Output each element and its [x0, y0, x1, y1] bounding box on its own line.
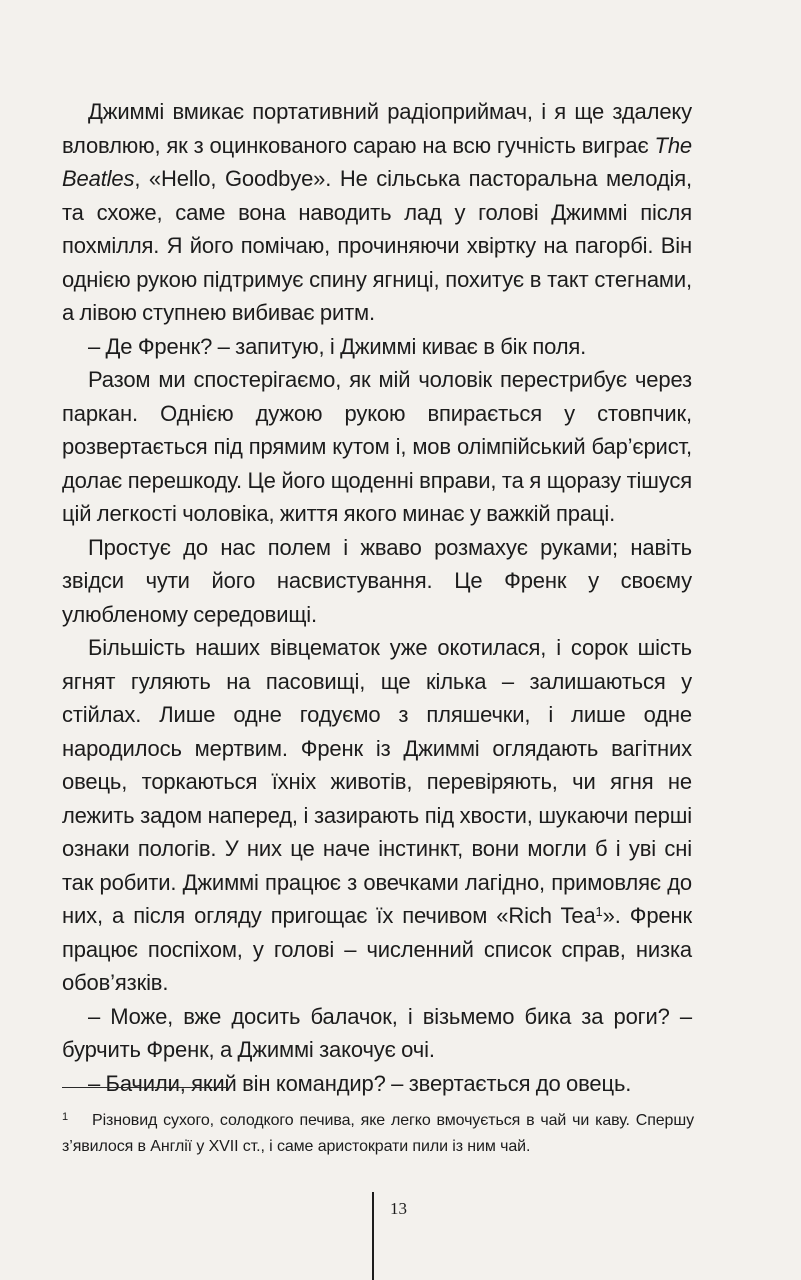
footnote-text: Різновид сухого, солодкого печива, яке легко вмочується в чай чи каву. Спершу з’явилося в Англії у XVII ст., і саме аристократи пили із ним чай. — [62, 1112, 694, 1155]
paragraph — [62, 531, 692, 632]
paragraph — [62, 1000, 692, 1067]
footnote-divider — [62, 1087, 228, 1088]
paragraph — [62, 1067, 692, 1101]
paragraph-text: , «Hello, Goodbye». Не сільська пасторальна мелодія, та схоже, саме вона наводить лад у голові Джиммі після похмілля. Я його помічаю, прочиняючи хвіртку на пагорбі. Він однією рукою підтримує спину ягниці, похитує в такт стегнами, а лівою ступнею вибиває ритм. — [62, 166, 692, 325]
paragraph-text: – Де Френк? – запитую, і Джиммі киває в бік поля. — [88, 333, 587, 359]
paragraph-text: – Бачили, який він командир? – звертається до овець. — [88, 1070, 632, 1096]
italic-text: The Beatles — [62, 132, 692, 191]
paragraph-text: Джиммі вмикає портативний радіоприймач, і я ще здалеку вловлюю, як з оцинкованого сараю на всю гучність виграє — [62, 99, 692, 158]
paragraph — [62, 330, 692, 364]
paragraph-text: Простує до нас полем і жваво розмахує руками; навіть звідси чути його насвистування. Це Френк у своєму улюбленому середовищі. — [62, 534, 692, 627]
body-text — [62, 95, 692, 1100]
footnote-reference: 1 — [595, 904, 603, 919]
footnote — [62, 1104, 694, 1160]
paragraph-text: Більшість наших вівцематок уже окотилася, і сорок шість ягнят гуляють на пасовищі, ще кілька – залишаються у стійлах. Лише одне годуємо з пляшечки, і лише одне народилось мертвим. Френк із Джиммі оглядають вагітних овець, торкаються їхніх животів, перевіряють, чи ягня не лежить задом наперед, і зазирають під хвости, шукаючи перші ознаки пологів. У них це наче інстинкт, вони могли б і уві сні так робити. Джиммі працює з овечками лагідно, примовляє до них, а після огляду пригощає їх печивом «Rich Tea — [62, 635, 692, 928]
paragraph-text: Разом ми спостерігаємо, як мій чоловік перестрибує через паркан. Однією дужою рукою впирається у стовпчик, розвертається під прямим кутом і, мов олімпійський бар’єрист, долає перешкоду. Це його щоденні вправи, та я щоразу тішуся цій легкості чоловіка, життя якого минає у важкій праці. — [62, 367, 692, 526]
paragraph — [62, 363, 692, 531]
paragraph-text: ». Френк працює поспіхом, у голові – численний список справ, низка обов’язків. — [62, 903, 692, 995]
paragraph — [62, 95, 692, 330]
page-number: 13 — [390, 1199, 407, 1218]
footnote-number: 1 — [62, 1111, 69, 1123]
paragraph-text: – Може, вже досить балачок, і візьмемо бика за роги? – бурчить Френк, а Джиммі закочує очі. — [62, 1003, 692, 1062]
paragraph — [62, 631, 692, 1000]
page-number-marker — [372, 1192, 374, 1280]
